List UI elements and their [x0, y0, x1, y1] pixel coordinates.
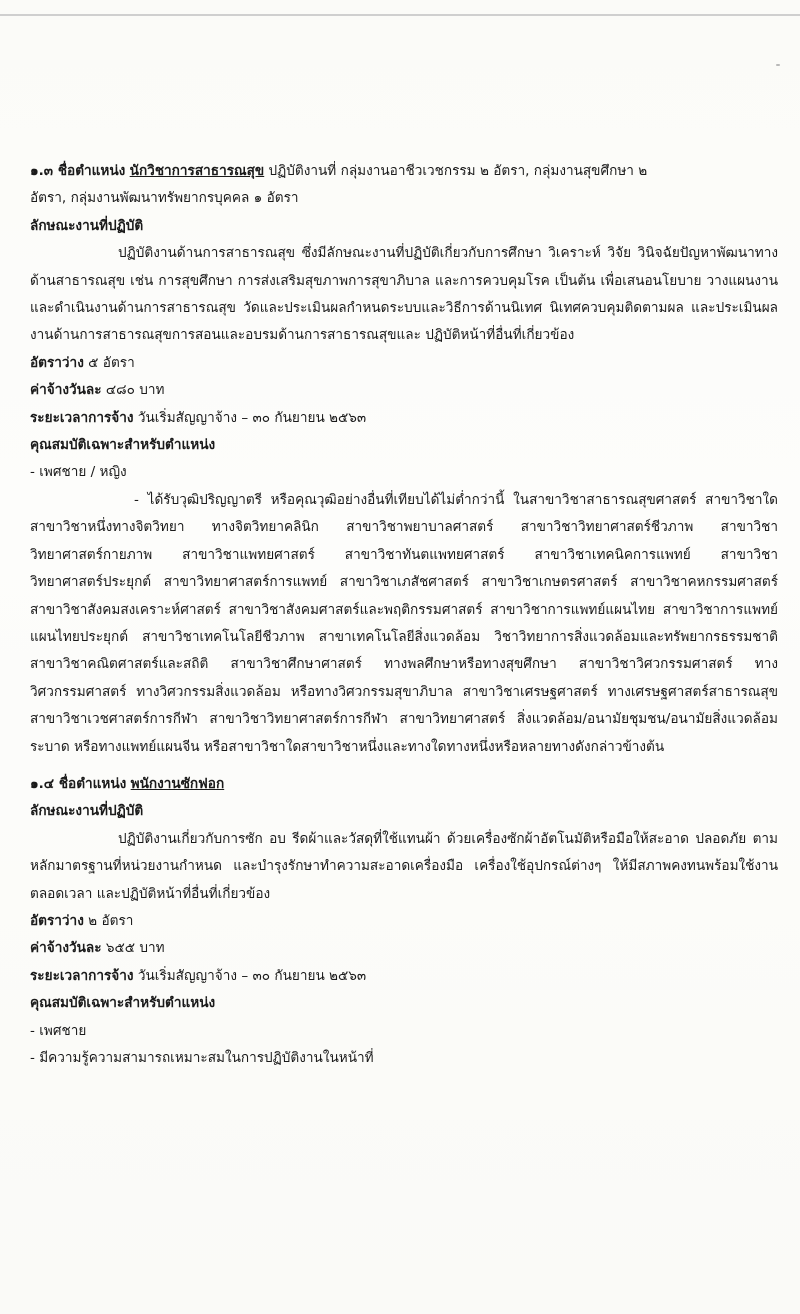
section-13-job-nature-text: ปฏิบัติงานด้านการสาธารณสุข ซึ่งมีลักษณะงานที่ปฏิบัติเกี่ยวกับการศึกษา วิเคราะห์ วิจัย วินิจฉัยปัญหาพัฒนาทางด้านสาธารณสุข เช่น การสุขศึกษา การส่งเสริมสุขภาพการสุขาภิบาล และการควบคุมโรค เป็นต้น เพื่อเสนอนโยบาย วางแผนงาน และดำเนินงานด้านการสาธารณสุข วัดและประเมินผลกำหนดระบบและวิธีการด้านนิเทศ นิเทศควบคุมติดตามผล และประเมินผลงานด้านการสาธารณสุขการสอนและอบรมด้านการสาธารณสุขและ ปฏิบัติหน้าที่อื่นที่เกี่ยวข้อง	[30, 245, 778, 344]
section-13-position-title: นักวิชาการสาธารณสุข	[129, 163, 265, 179]
section-13-workplace-cont: อัตรา, กลุ่มงานพัฒนาทรัพยากรบุคคล ๑ อัตรา	[30, 190, 299, 207]
page-top-rule	[0, 14, 800, 16]
section-13-qual-degree: - ได้รับวุฒิปริญญาตรี หรือคุณวุฒิอย่างอื่นที่เทียบได้ไม่ต่ำกว่านี้ ในสาขาวิชาสาธารณสุขศาสตร์ สาขาวิชาใดสาขาวิชาหนึ่งทางจิตวิทยา ทางจิตวิทยาคลินิก สาขาวิชาพยาบาลศาสตร์ สาขาวิชาวิทยาศาสตร์ชีวภาพ สาขาวิชาวิทยาศาสตร์กายภาพ สาขาวิชาแพทยศาสตร์ สาขาวิชาทันตแพทยศาสตร์ สาขาวิชาเทคนิคการแพทย์ สาขาวิชาวิทยาศาสตร์ประยุกต์ สาขาวิทยาศาสตร์การแพทย์ สาขาวิชาเภสัชศาสตร์ สาขาวิชาเกษตรศาสตร์ สาขาวิชาคหกรรมศาสตร์ สาขาวิชาสังคมสงเคราะห์ศาสตร์ สาขาวิชาสังคมศาสตร์และพฤติกรรมศาสตร์ สาขาวิชาการแพทย์แผนไทย สาขาวิชาการแพทย์แผนไทยประยุกต์ สาขาวิชาเทคโนโลยีชีวภาพ สาขาเทคโนโลยีสิ่งแวดล้อม วิชาวิทยาการสิ่งแวดล้อมและทรัพยากรธรรมชาติ สาขาวิชาคณิตศาสตร์และสถิติ สาขาวิชาศึกษาศาสตร์ ทางพลศึกษาหรือทางสุขศึกษา สาขาวิชาวิศวกรรมศาสตร์ ทางวิศวกรรมศาสตร์ ทางวิศวกรรมสิ่งแวดล้อม หรือทางวิศวกรรมสุขาภิบาล สาขาวิชาเศรษฐศาสตร์ ทางเศรษฐศาสตร์สาธารณสุข สาขาวิชาเวชศาสตร์การกีฬา สาขาวิชาวิทยาศาสตร์การกีฬา สาขาวิทยาศาสตร์ สิ่งแวดล้อม/อนามัยชุมชน/อนามัยสิ่งแวดล้อมระบาด หรือทางแพทย์แผนจีน หรือสาขาวิชาใดสาขาวิชาหนึ่งและทางใดทางหนึ่งหรือหลายทางดังกล่าวข้างต้น	[30, 491, 778, 755]
section-13-wage	[30, 377, 778, 404]
section-13-job-nature-label: ลักษณะงานที่ปฏิบัติ	[30, 217, 144, 234]
section-13-label: ๑.๓ ชื่อตำแหน่ง	[30, 163, 126, 179]
section-13-period-value: วันเริ่มสัญญาจ้าง – ๓๐ กันยายน ๒๕๖๓	[137, 409, 367, 426]
section-13-vacancy	[30, 350, 778, 377]
section-13-heading	[30, 158, 778, 185]
section-14-period-label: ระยะเวลาการจ้าง	[30, 967, 134, 984]
section-13-vacancy-value: ๕ อัตรา	[88, 354, 135, 371]
section-13-period-label: ระยะเวลาการจ้าง	[30, 409, 134, 426]
section-14-job-nature-text: ปฏิบัติงานเกี่ยวกับการซัก อบ รีดผ้าและวัสดุที่ใช้แทนผ้า ด้วยเครื่องซักผ้าอัตโนมัติหรือมือให้สะอาด ปลอดภัย ตามหลักมาตรฐานที่หน่วยงานกำหนด และบำรุงรักษาทำความสะอาดเครื่องมือ เครื่องใช้อุปกรณ์ต่างๆ ให้มีสภาพคงทนพร้อมใช้งานตลอดเวลา และปฏิบัติหน้าที่อื่นที่เกี่ยวข้อง	[30, 830, 778, 902]
section-13-wage-label: ค่าจ้างวันละ	[30, 382, 102, 399]
section-13-workplace: ปฏิบัติงานที่ กลุ่มงานอาชีวเวชกรรม ๒ อัตรา, กลุ่มงานสุขศึกษา ๒	[268, 163, 648, 179]
section-14-period-value: วันเริ่มสัญญาจ้าง – ๓๐ กันยายน ๒๕๖๓	[137, 967, 367, 984]
document-body	[30, 158, 778, 1072]
section-14-position-title: พนักงานซักฟอก	[130, 775, 225, 792]
section-14-heading	[30, 771, 778, 798]
section-14-wage-label: ค่าจ้างวันละ	[30, 940, 102, 957]
section-13-wage-value: ๔๘๐ บาท	[105, 382, 165, 399]
section-14-vacancy-value: ๒ อัตรา	[88, 912, 134, 929]
section-14-vacancy-label: อัตราว่าง	[30, 912, 84, 929]
section-13-period	[30, 405, 778, 432]
section-14-period	[30, 963, 778, 990]
section-13-qual-label: คุณสมบัติเฉพาะสำหรับตำแหน่ง	[30, 437, 216, 454]
section-gap	[30, 761, 778, 771]
section-14-qual-gender: - เพศชาย	[30, 1022, 87, 1039]
section-14-qual-skill: - มีความรู้ความสามารถเหมาะสมในการปฏิบัติงานในหน้าที่	[30, 1050, 374, 1066]
section-14-job-nature-label: ลักษณะงานที่ปฏิบัติ	[30, 803, 144, 820]
section-14-vacancy	[30, 908, 778, 935]
section-14-qual-label: คุณสมบัติเฉพาะสำหรับตำแหน่ง	[30, 995, 216, 1012]
scan-speck	[776, 64, 780, 66]
section-13-qual-gender: - เพศชาย / หญิง	[30, 464, 127, 481]
section-14-wage-value: ๖๕๕ บาท	[105, 940, 165, 957]
section-13-vacancy-label: อัตราว่าง	[30, 354, 84, 371]
section-14-label: ๑.๔ ชื่อตำแหน่ง	[30, 775, 127, 792]
section-14-wage	[30, 935, 778, 962]
